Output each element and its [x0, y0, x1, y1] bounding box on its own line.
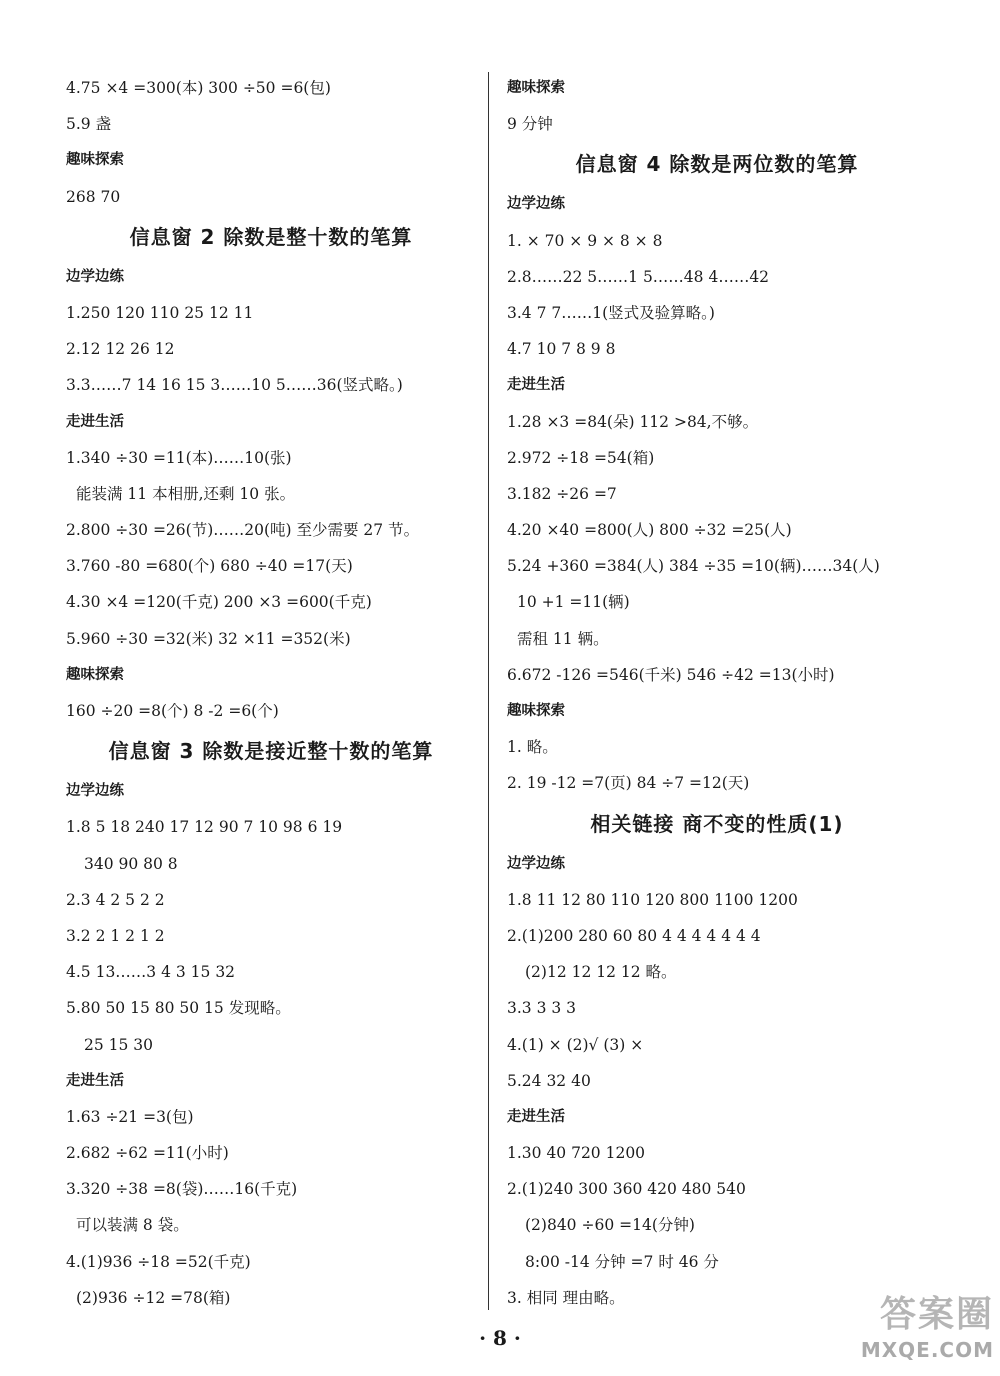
answer-line: 1.28 ×3 =84(朵) 112 >84,不够。: [507, 412, 759, 431]
answer-line: 5.960 ÷30 =32(米) 32 ×11 =352(米): [66, 629, 351, 648]
answer-line: 5.24 32 40: [507, 1071, 591, 1090]
answer-line: 8:00 -14 分钟 =7 时 46 分: [525, 1252, 719, 1271]
watermark-logo: 答案圈: [879, 1294, 994, 1335]
answer-line: 4.7 10 7 8 9 8: [507, 340, 616, 359]
watermark: [774, 1292, 994, 1372]
right-column: [507, 70, 927, 1316]
left-column: [66, 70, 476, 1316]
answer-line: 2.3 4 2 5 2 2: [66, 890, 165, 909]
answer-line: 4.(1) × (2)√ (3) ×: [507, 1035, 644, 1054]
answer-line: 2.972 ÷18 =54(箱): [507, 448, 655, 467]
answer-line: 6.672 -126 =546(千米) 546 ÷42 =13(小时): [507, 665, 835, 684]
subsection-label: 走进生活: [507, 1108, 565, 1125]
answer-line: 2.8……22 5……1 5……48 4……42: [507, 267, 770, 286]
answer-line: 3.760 -80 =680(个) 680 ÷40 =17(天): [66, 557, 353, 576]
answer-line: 3.320 ÷38 =8(袋)……16(千克): [66, 1180, 298, 1199]
subsection-label: 边学边练: [66, 268, 124, 285]
answer-line: 160 ÷20 =8(个) 8 -2 =6(个): [66, 702, 279, 720]
subsection-label: 走进生活: [66, 413, 124, 430]
section-heading: 相关链接 商不变的性质(1): [590, 811, 844, 836]
answer-line: 1.8 5 18 240 17 12 90 7 10 98 6 19: [66, 818, 343, 837]
subsection-label: 边学边练: [66, 783, 124, 800]
answer-line: 2.12 12 26 12: [66, 340, 175, 359]
section-heading: 信息窗 4 除数是两位数的笔算: [575, 152, 859, 177]
answer-line: 4.(1)936 ÷18 =52(千克): [66, 1252, 251, 1271]
answer-line: 1.8 11 12 80 110 120 800 1100 1200: [507, 890, 798, 909]
answer-line: 需租 11 辆。: [517, 629, 609, 648]
answer-line: 4.5 13……3 4 3 15 32: [66, 963, 236, 982]
answer-line: 1.250 120 110 25 12 11: [66, 303, 254, 322]
answer-line: 3.2 2 1 2 1 2: [66, 926, 165, 945]
column-divider: [488, 72, 489, 1310]
subsection-label: 趣味探索: [507, 80, 565, 96]
subsection-label: 边学边练: [507, 855, 565, 872]
answer-line: 268 70: [66, 187, 121, 206]
answer-line: (2)12 12 12 12 略。: [525, 963, 677, 982]
answer-line: 4.20 ×40 =800(人) 800 ÷32 =25(人): [507, 521, 792, 540]
answer-line: 5.9 盏: [66, 115, 112, 134]
answer-line: (2)840 ÷60 =14(分钟): [525, 1216, 695, 1235]
answer-line: 2.(1)240 300 360 420 480 540: [507, 1180, 746, 1199]
subsection-label: 走进生活: [507, 377, 565, 394]
answer-line: 340 90 80 8: [84, 854, 178, 873]
subsection-label: 走进生活: [66, 1072, 124, 1089]
answer-line: 3. 相同 理由略。: [507, 1288, 625, 1307]
answer-line: 3.4 7 7……1(竖式及验算略。): [507, 303, 715, 322]
answer-line: 1.63 ÷21 =3(包): [66, 1107, 194, 1126]
answer-line: 2.682 ÷62 =11(小时): [66, 1144, 229, 1163]
answer-line: 5.24 +360 =384(人) 384 ÷35 =10(辆)……34(人): [507, 557, 880, 576]
answer-line: 1. × 70 × 9 × 8 × 8: [507, 231, 663, 250]
answer-line: (2)936 ÷12 =78(箱): [76, 1288, 231, 1307]
subsection-label: 趣味探索: [66, 666, 124, 683]
answer-line: 9 分钟: [507, 115, 553, 134]
watermark-url: MXQE.COM: [860, 1338, 994, 1362]
answer-line: 2.(1)200 280 60 80 4 4 4 4 4 4 4: [507, 926, 761, 945]
answer-line: 可以装满 8 袋。: [76, 1216, 189, 1235]
answer-line: 3.3 3 3 3: [507, 999, 577, 1018]
answer-line: 10 +1 =11(辆): [517, 593, 630, 612]
subsection-label: 趣味探索: [66, 152, 124, 169]
answer-line: 25 15 30: [84, 1035, 154, 1054]
section-heading: 信息窗 3 除数是接近整十数的笔算: [108, 739, 434, 764]
answer-line: 1.30 40 720 1200: [507, 1144, 646, 1163]
answer-line: 2. 19 -12 =7(页) 84 ÷7 =12(天): [507, 774, 750, 793]
subsection-label: 趣味探索: [507, 703, 565, 719]
answer-line: 3.3……7 14 16 15 3……10 5……36(竖式略。): [66, 376, 403, 395]
answer-line: 能装满 11 本相册,还剩 10 张。: [76, 484, 296, 503]
answer-line: 1.340 ÷30 =11(本)……10(张): [66, 448, 292, 467]
section-heading: 信息窗 2 除数是整十数的笔算: [129, 224, 413, 249]
answer-line: 4.75 ×4 =300(本) 300 ÷50 =6(包): [66, 79, 331, 97]
answer-line: 4.30 ×4 =120(千克) 200 ×3 =600(千克): [66, 593, 372, 612]
answer-line: 1. 略。: [507, 738, 558, 757]
page-number: · 8 ·: [479, 1326, 521, 1350]
answer-line: 2.800 ÷30 =26(节)……20(吨) 至少需要 27 节。: [66, 521, 420, 540]
answer-line: 5.80 50 15 80 50 15 发现略。: [66, 999, 291, 1018]
answer-line: 3.182 ÷26 =7: [507, 484, 617, 503]
subsection-label: 边学边练: [507, 196, 565, 213]
